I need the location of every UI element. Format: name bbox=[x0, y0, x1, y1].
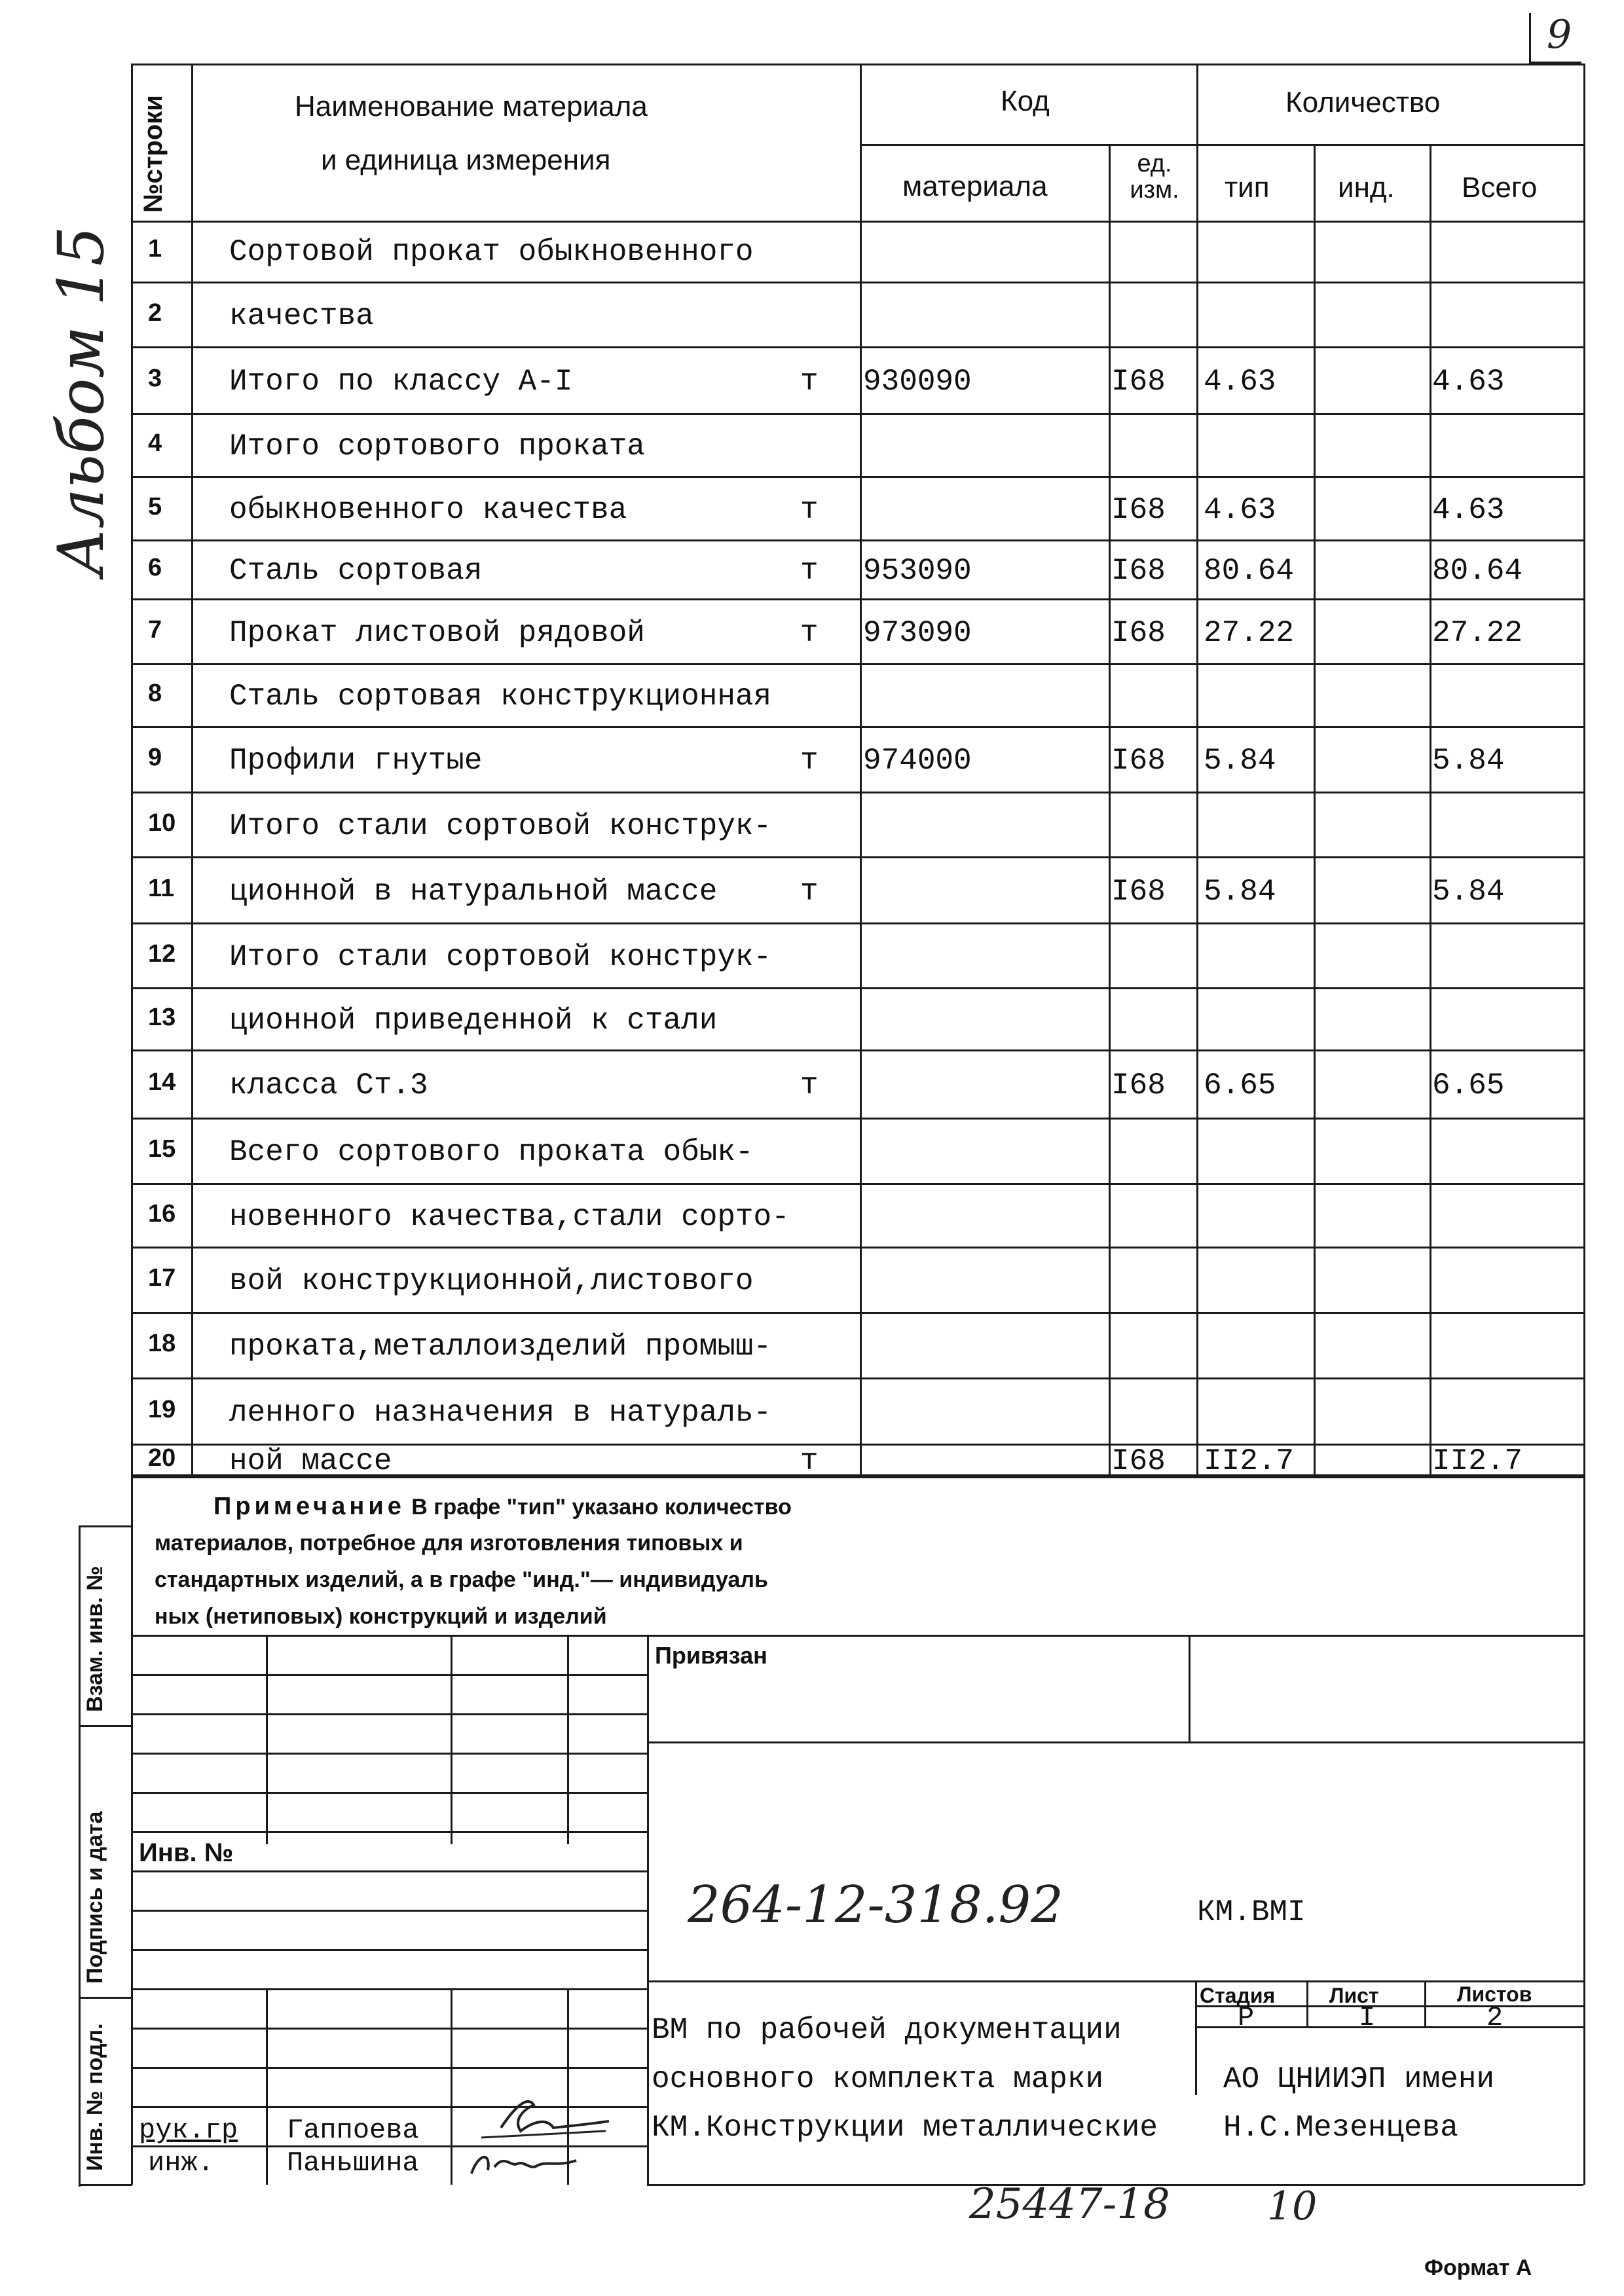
unit: т bbox=[800, 492, 819, 527]
material-name: Итого по классу А-I bbox=[229, 365, 573, 399]
row-number: 17 bbox=[148, 1264, 176, 1292]
material-name: Всего сортового проката обык- bbox=[229, 1135, 754, 1169]
qty-type: II2.7 bbox=[1204, 1444, 1295, 1478]
row-number: 3 bbox=[148, 365, 162, 392]
side-vzam-inv: Взам. инв. № bbox=[83, 1565, 107, 1712]
qty-total: 5.84 bbox=[1432, 874, 1505, 909]
row-number: 13 bbox=[148, 1003, 176, 1031]
note-line3: стандартных изделий, а в графе "инд."— индивидуаль bbox=[155, 1567, 768, 1592]
side-signature-date: Подпись и дата bbox=[83, 1811, 107, 1984]
material-name: Итого стали сортовой конструк- bbox=[229, 809, 772, 843]
sheet-label: Лист bbox=[1329, 1984, 1379, 2007]
archive-number: 25447-18 bbox=[969, 2180, 1170, 2229]
qty-ind-header: инд. bbox=[1338, 172, 1395, 204]
row-number: 4 bbox=[148, 429, 162, 457]
material-code: 953090 bbox=[863, 554, 972, 588]
row-number: 12 bbox=[148, 939, 176, 968]
inv-no-label: Инв. № bbox=[139, 1838, 234, 1867]
name-head: Гаппоева bbox=[287, 2115, 419, 2146]
row-number: 8 bbox=[148, 680, 162, 707]
unit-code: I68 bbox=[1111, 615, 1166, 650]
sheets-label: Листов bbox=[1457, 1982, 1532, 2006]
material-name: Прокат листовой рядовой bbox=[229, 615, 645, 650]
unit: т bbox=[800, 365, 819, 399]
qty-total: 80.64 bbox=[1432, 554, 1523, 588]
row-number: 11 bbox=[148, 874, 175, 902]
code-material-header: материала bbox=[902, 170, 1048, 202]
row-number: 7 bbox=[148, 615, 162, 644]
qty-header: Количество bbox=[1285, 86, 1441, 118]
stage-value: Р bbox=[1238, 2002, 1255, 2033]
note-line2: материалов, потребное для изготовления типовых и bbox=[155, 1531, 743, 1556]
material-code: 930090 bbox=[863, 365, 972, 399]
qty-type: 27.22 bbox=[1204, 615, 1295, 650]
unit: т bbox=[800, 1444, 819, 1478]
code-unit-header: ед. изм. bbox=[1130, 150, 1179, 204]
material-name: ленного назначения в натураль- bbox=[229, 1395, 772, 1430]
code-header: Код bbox=[1001, 85, 1050, 117]
org-line1: АО ЦНИИЭП имени bbox=[1223, 2062, 1495, 2096]
qty-total: 6.65 bbox=[1432, 1068, 1505, 1102]
side-inv-podl: Инв. № подл. bbox=[83, 2023, 107, 2171]
row-number: 10 bbox=[148, 809, 176, 837]
material-code: 974000 bbox=[863, 744, 972, 778]
org-line2: Н.С.Мезенцева bbox=[1223, 2111, 1458, 2145]
row-number: 5 bbox=[148, 492, 162, 520]
sheets-value: 2 bbox=[1486, 2002, 1504, 2033]
row-number: 2 bbox=[148, 299, 162, 327]
name-engineer: Паньшина bbox=[287, 2147, 419, 2179]
sheet-value: I bbox=[1359, 2002, 1376, 2033]
unit-code: I68 bbox=[1111, 554, 1166, 588]
page-number: 10 bbox=[1267, 2183, 1318, 2229]
qty-total: 5.84 bbox=[1432, 744, 1505, 778]
stage-label: Стадия bbox=[1200, 1984, 1276, 2007]
row-number: 9 bbox=[148, 744, 162, 771]
qty-total-header: Всего bbox=[1462, 172, 1538, 204]
note-text-1: В графе "тип" указано количество bbox=[411, 1495, 792, 1520]
role-engineer: инж. bbox=[148, 2147, 214, 2179]
title-line1: ВМ по рабочей документации bbox=[652, 2013, 1122, 2047]
role-head: рук.гр bbox=[139, 2115, 238, 2146]
name-header-line1: Наименование материала bbox=[295, 90, 648, 122]
album-label: Альбом 15 bbox=[45, 226, 118, 576]
page-mark: 9 bbox=[1547, 12, 1572, 58]
qty-total: 4.63 bbox=[1432, 365, 1505, 399]
material-name: ционной приведенной к стали bbox=[229, 1003, 718, 1038]
title-line3: КМ.Конструкции металлические bbox=[652, 2111, 1158, 2145]
row-number: 15 bbox=[148, 1135, 176, 1163]
unit-code: I68 bbox=[1111, 744, 1166, 778]
row-number: 14 bbox=[148, 1068, 176, 1096]
row-number: 19 bbox=[148, 1395, 176, 1423]
qty-type: 6.65 bbox=[1204, 1068, 1276, 1102]
qty-type: 5.84 bbox=[1204, 744, 1276, 778]
material-code: 973090 bbox=[863, 615, 972, 650]
row-number: 6 bbox=[148, 554, 162, 581]
material-name: Профили гнутые bbox=[229, 744, 483, 778]
material-name: Итого сортового проката bbox=[229, 429, 645, 464]
material-name: новенного качества,стали сорто- bbox=[229, 1199, 790, 1234]
row-number: 16 bbox=[148, 1199, 176, 1228]
note-title: Примечание bbox=[213, 1493, 405, 1520]
row-number: 1 bbox=[148, 235, 162, 263]
material-name: вой конструкционной,листового bbox=[229, 1264, 754, 1298]
note-line4: ных (нетиповых) конструкций и изделий bbox=[155, 1604, 607, 1629]
row-number: 18 bbox=[148, 1330, 176, 1357]
row-number: 20 bbox=[148, 1444, 176, 1472]
material-name: качества bbox=[229, 299, 374, 333]
qty-type: 4.63 bbox=[1204, 492, 1276, 527]
qty-type: 4.63 bbox=[1204, 365, 1276, 399]
unit-code: I68 bbox=[1111, 1444, 1166, 1478]
unit-code: I68 bbox=[1111, 874, 1166, 909]
title-line2: основного комплекта марки bbox=[652, 2062, 1104, 2096]
material-name: Сталь сортовая конструкционная bbox=[229, 680, 772, 714]
qty-type: 80.64 bbox=[1204, 554, 1295, 588]
unit: т bbox=[800, 615, 819, 650]
privyazan-label: Привязан bbox=[655, 1642, 767, 1669]
qty-total: 27.22 bbox=[1432, 615, 1523, 650]
material-name: Сталь сортовая bbox=[229, 554, 483, 588]
document-number: 264-12-318.92 bbox=[688, 1876, 1063, 1935]
note-line1 bbox=[213, 1493, 792, 1521]
unit-code: I68 bbox=[1111, 492, 1166, 527]
material-name: проката,металлоизделий промыш- bbox=[229, 1330, 772, 1364]
material-name: обыкновенного качества bbox=[229, 492, 627, 527]
material-name: класса Ст.3 bbox=[229, 1068, 428, 1102]
unit: т bbox=[800, 874, 819, 909]
document-code: КМ.ВМI bbox=[1197, 1895, 1306, 1929]
unit-code: I68 bbox=[1111, 365, 1166, 399]
material-name: Сортовой прокат обыкновенного bbox=[229, 235, 754, 269]
row-number-header: №строки bbox=[139, 95, 168, 213]
qty-total: II2.7 bbox=[1432, 1444, 1523, 1478]
material-name: ционной в натуральной массе bbox=[229, 874, 718, 909]
qty-total: 4.63 bbox=[1432, 492, 1505, 527]
unit-code: I68 bbox=[1111, 1068, 1166, 1102]
signature-engineer bbox=[458, 2141, 589, 2187]
qty-type-header: тип bbox=[1225, 172, 1270, 204]
unit: т bbox=[800, 554, 819, 588]
name-header-line2: и единица измерения bbox=[321, 144, 611, 176]
material-name: Итого стали сортовой конструк- bbox=[229, 939, 772, 974]
qty-type: 5.84 bbox=[1204, 874, 1276, 909]
unit: т bbox=[800, 1068, 819, 1102]
format-label: Формат А bbox=[1424, 2255, 1532, 2280]
material-name: ной массе bbox=[229, 1444, 392, 1478]
unit: т bbox=[800, 744, 819, 778]
